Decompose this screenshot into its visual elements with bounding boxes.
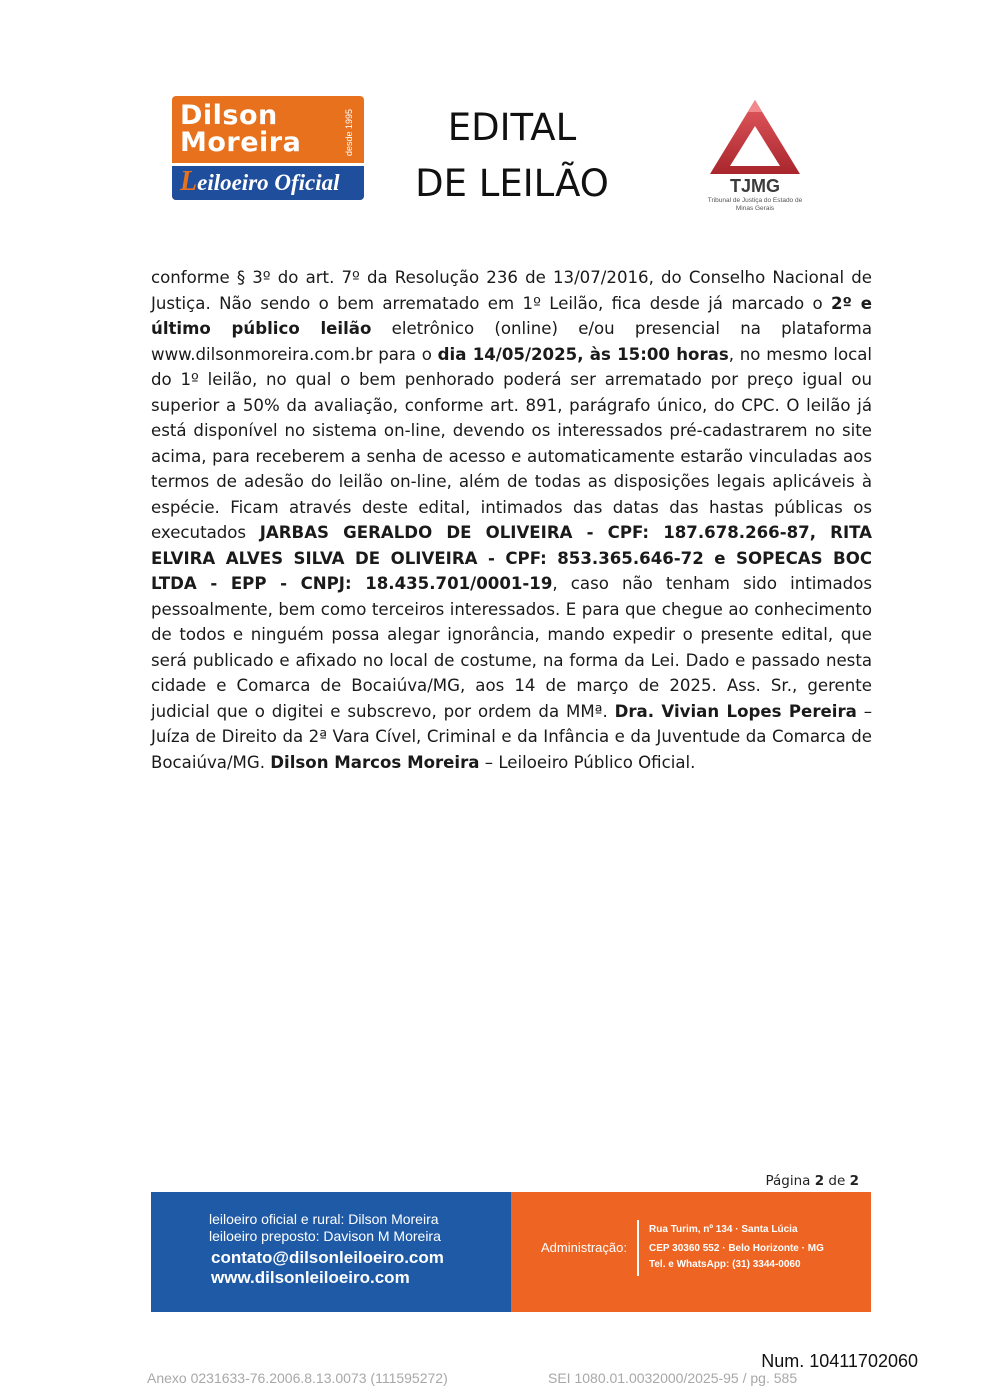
page-title (392, 100, 632, 212)
page-number (765, 1173, 859, 1189)
page-number-middle: de (824, 1173, 850, 1189)
footer-auctioneer: leiloeiro oficial e rural: Dilson Moreira (209, 1211, 439, 1227)
footer-deputy: leiloeiro preposto: Davison M Moreira (209, 1228, 441, 1244)
tjmg-logo (700, 96, 810, 220)
body-bold-text: Dilson Marcos Moreira (270, 752, 480, 772)
body-bold-text: JARBAS GERALDO DE OLIVEIRA - CPF: 187.678.266-87, RITA ELVIRA ALVES SILVA DE OLIVEIRA - CPF: 853.365.646-72 e SOPECAS BOC LTDA - EPP - CNPJ: 18.435.701/0001-19 (151, 523, 872, 593)
logo-name: Dilson Moreira (180, 100, 302, 158)
body-text: – Leiloeiro Público Oficial. (479, 752, 696, 772)
body-text: , caso não tenham sido intimados pessoalmente, bem como terceiros interessados. E para que chegue ao conhecimento de todos e ninguém possa alegar ignorância, mando expedir o presente edital, que será publicado e afixado no local de costume, na forma da Lei. Dado e passado nesta cidade e Comarca de Bocaiúva/MG, aos 14 de março de 2025. Ass. Sr., gerente judicial que o digitei e subscrevo, por ordem da MMª. (151, 574, 872, 721)
body-bold-text: dia 14/05/2025, às 15:00 horas (437, 344, 729, 364)
footer-address-3: Tel. e WhatsApp: (31) 3344-0060 (649, 1259, 801, 1270)
annex-reference: Anexo 0231633-76.2006.8.13.0073 (111595272) (147, 1370, 448, 1386)
logo-tagline-rest: eiloeiro Oficial (197, 170, 340, 195)
logo-since: desde 1995 (344, 108, 354, 156)
footer-address-box (637, 1220, 855, 1276)
body-text: conforme § 3º do art. 7º da Resolução 236 de 13/07/2016, do Conselho Nacional de Justiça. Não sendo o bem arrematado em 1º Leilão, fica desde já marcado o (151, 268, 872, 313)
dilson-moreira-logo (172, 96, 364, 200)
footer-contact-panel (151, 1192, 511, 1312)
footer-email: contato@dilsonleiloeiro.com (211, 1248, 444, 1267)
page-number-total: 2 (849, 1173, 859, 1189)
footer-address-2: CEP 30360 552 · Belo Horizonte · MG (649, 1243, 824, 1254)
page-number-prefix: Página (765, 1173, 815, 1189)
title-line-1: EDITAL (447, 106, 577, 149)
tjmg-triangle-icon (700, 96, 810, 178)
body-text: , no mesmo local do 1º leilão, no qual o bem penhorado poderá ser arrematado por preço igual ou superior a 50% da avaliação, conforme art. 891, parágrafo único, do CPC. O leilão já está disponível no sistema on-line, devendo os interessados pré-cadastrarem no site acima, para receberem a senha de acesso e automaticamente estarão vinculadas aos termos de adesão do leilão on-line, além de todas as disposições legais aplicáveis à espécie. Ficam através deste edital, intimados das datas das hastas públicas os executados (151, 344, 873, 542)
footer-band (151, 1192, 871, 1312)
footer-address-1: Rua Turim, nº 134 · Santa Lúcia (649, 1224, 798, 1235)
document-number: Num. 10411702060 (761, 1351, 918, 1371)
footer-address-panel (511, 1192, 871, 1312)
logo-band (172, 163, 364, 200)
tjmg-name: TJMG (729, 176, 780, 196)
logo-initial: L (180, 166, 198, 197)
title-line-2: DE LEILÃO (415, 162, 609, 205)
sei-reference: SEI 1080.01.0032000/2025-95 / pg. 585 (548, 1370, 798, 1386)
footer-website: www.dilsonleiloeiro.com (211, 1268, 410, 1287)
tjmg-subtitle: Tribunal de Justiça do Estado de Minas Gerais (707, 197, 803, 212)
body-bold-text: 2º e último público leilão (151, 293, 873, 338)
page-number-current: 2 (814, 1173, 825, 1189)
footer-admin-label: Administração: (541, 1240, 627, 1255)
edital-body-text (151, 265, 872, 775)
logo-tagline (180, 168, 340, 197)
body-text: – Juíza de Direito da 2ª Vara Cível, Criminal e da Infância e da Juventude da Comarca de Bocaiúva/MG. (151, 701, 872, 772)
body-bold-text: Dra. Vivian Lopes Pereira (614, 701, 857, 721)
body-text: eletrônico (online) e/ou presencial na plataforma www.dilsonmoreira.com.br para o (151, 319, 872, 364)
